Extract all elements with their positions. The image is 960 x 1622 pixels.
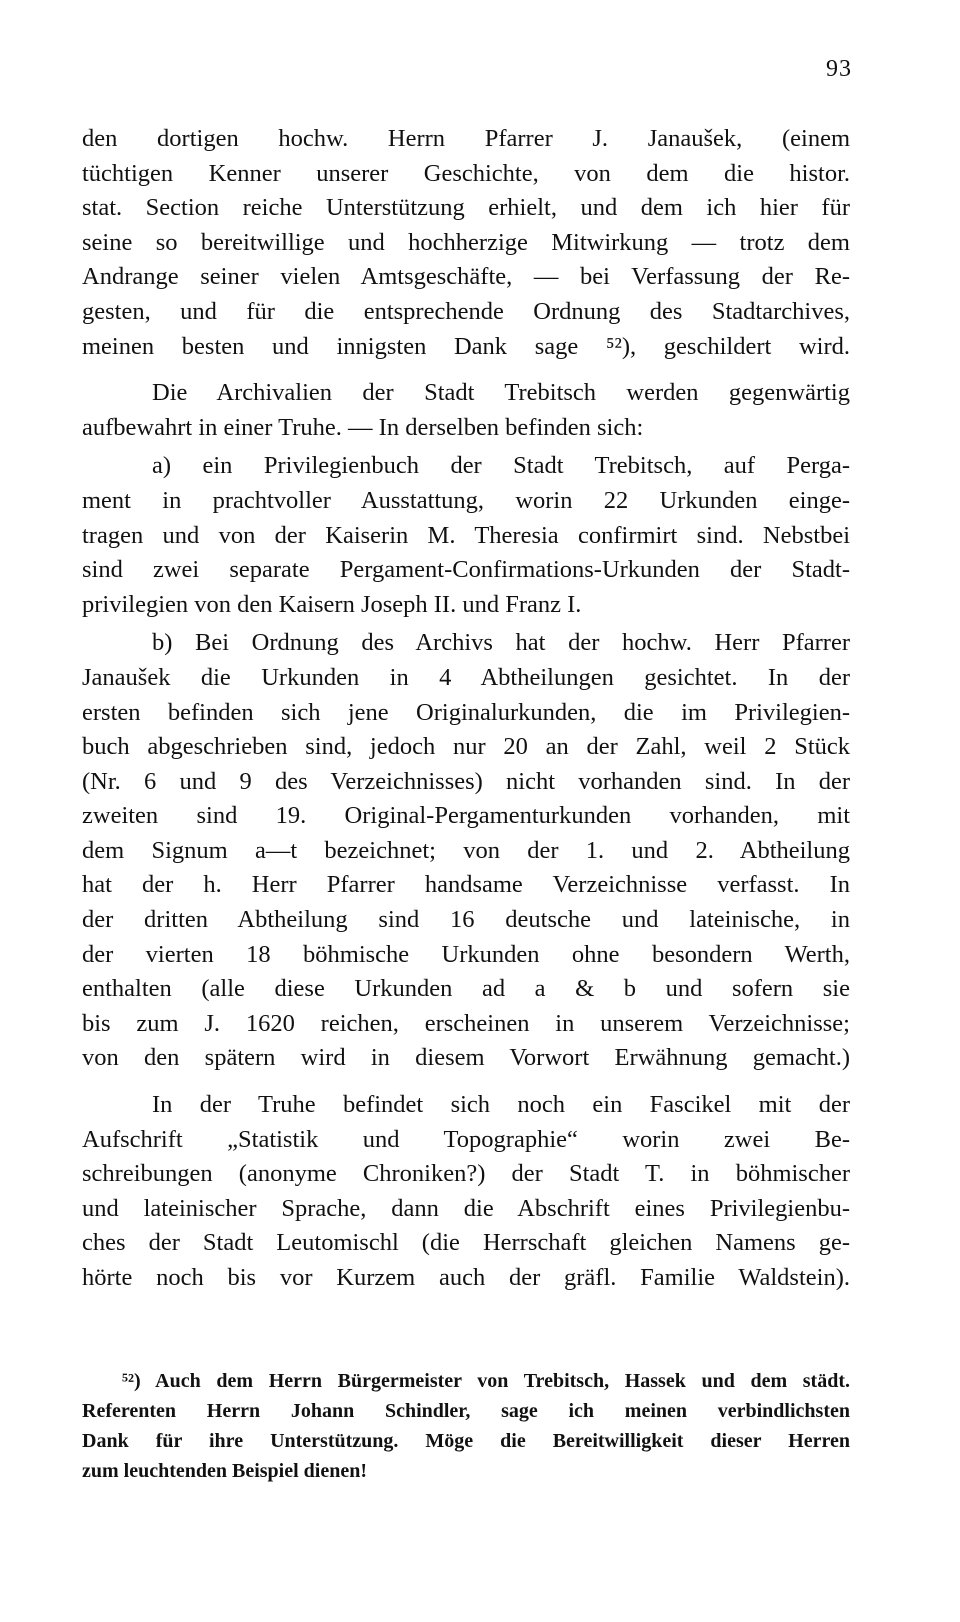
text-line: Die Archivalien der Stadt Trebitsch werden gegenwärtig <box>152 379 850 407</box>
text-line: gesten, und für die entsprechende Ordnung des Stadtarchives, <box>82 297 850 325</box>
text-line: dem Signum a—t bezeichnet; von der 1. und 2. Abtheilung <box>82 836 850 864</box>
text-line: und lateinischer Sprache, dann die Abschrift eines Privilegienbu- <box>82 1194 850 1222</box>
text-line: schreibungen (anonyme Chroniken?) der Stadt T. in böhmischer <box>82 1160 850 1188</box>
paragraph-3 <box>82 449 850 622</box>
paragraph-2 <box>82 376 850 445</box>
text-line: a) ein Privilegienbuch der Stadt Trebitsch, auf Perga- <box>152 452 850 480</box>
text-line: buch abgeschrieben sind, jedoch nur 20 an der Zahl, weil 2 Stück <box>82 733 850 761</box>
page-number: 93 <box>826 56 852 82</box>
text-line: der vierten 18 böhmische Urkunden ohne besondern Werth, <box>82 940 850 968</box>
text-line: zweiten sind 19. Original-Pergamenturkunden vorhanden, mit <box>82 802 850 830</box>
text-line: Aufschrift „Statistik und Topographie“ worin zwei Be- <box>82 1125 850 1153</box>
text-line: aufbewahrt in einer Truhe. — In derselben befinden sich: <box>82 413 644 441</box>
text-line: ches der Stadt Leutomischl (die Herrschaft gleichen Namens ge- <box>82 1229 850 1257</box>
text-line: hörte noch bis vor Kurzem auch der gräfl. Familie Waldstein). <box>82 1264 850 1291</box>
text-line: meinen besten und innigsten Dank sage ⁵²), geschildert wird. <box>82 332 850 360</box>
paragraph-5 <box>82 1088 850 1296</box>
footnote-line: ⁵²) Auch dem Herrn Bürgermeister von Trebitsch, Hassek und dem städt. <box>122 1370 850 1392</box>
text-line: tüchtigen Kenner unserer Geschichte, von dem die histor. <box>82 159 850 187</box>
body-text <box>82 122 850 1296</box>
text-line: ment in prachtvoller Ausstattung, worin 22 Urkunden einge- <box>82 486 850 514</box>
text-line: seine so bereitwillige und hochherzige Mitwirkung — trotz dem <box>82 228 850 256</box>
paragraph-1 <box>82 122 850 364</box>
footnote-line: zum leuchtenden Beispiel dienen! <box>82 1460 368 1482</box>
text-line: sind zwei separate Pergament-Confirmations-Urkunden der Stadt- <box>82 556 850 584</box>
footnote <box>82 1366 850 1486</box>
text-line: ersten befinden sich jene Originalurkunden, die im Privilegien- <box>82 698 850 726</box>
text-line: Janaušek die Urkunden in 4 Abtheilungen gesichtet. In der <box>82 663 850 691</box>
paragraph-4 <box>82 626 850 1076</box>
text-line: der dritten Abtheilung sind 16 deutsche und lateinische, in <box>82 906 850 934</box>
text-line: b) Bei Ordnung des Archivs hat der hochw. Herr Pfarrer <box>152 629 850 657</box>
text-line: enthalten (alle diese Urkunden ad a & b und sofern sie <box>82 975 850 1003</box>
footnote-line: Referenten Herrn Johann Schindler, sage ich meinen verbindlichsten <box>82 1400 850 1422</box>
text-line: bis zum J. 1620 reichen, erscheinen in unserem Verzeichnisse; <box>82 1009 850 1037</box>
text-line: den dortigen hochw. Herrn Pfarrer J. Janaušek, (einem <box>82 125 850 152</box>
text-line: stat. Section reiche Unterstützung erhielt, und dem ich hier für <box>82 194 850 222</box>
text-line: In der Truhe befindet sich noch ein Fascikel mit der <box>152 1091 850 1119</box>
text-line: tragen und von der Kaiserin M. Theresia confirmirt sind. Nebstbei <box>82 521 850 549</box>
text-line: von den spätern wird in diesem Vorwort Erwähnung gemacht.) <box>82 1044 850 1072</box>
footnote-line: Dank für ihre Unterstützung. Möge die Bereitwilligkeit dieser Herren <box>82 1430 850 1452</box>
text-line: privilegien von den Kaisern Joseph II. und Franz I. <box>82 590 582 618</box>
text-line: hat der h. Herr Pfarrer handsame Verzeichnisse verfasst. In <box>82 871 850 899</box>
text-line: (Nr. 6 und 9 des Verzeichnisses) nicht vorhanden sind. In der <box>82 767 850 795</box>
text-line: Andrange seiner vielen Amtsgeschäfte, — bei Verfassung der Re- <box>82 263 850 291</box>
